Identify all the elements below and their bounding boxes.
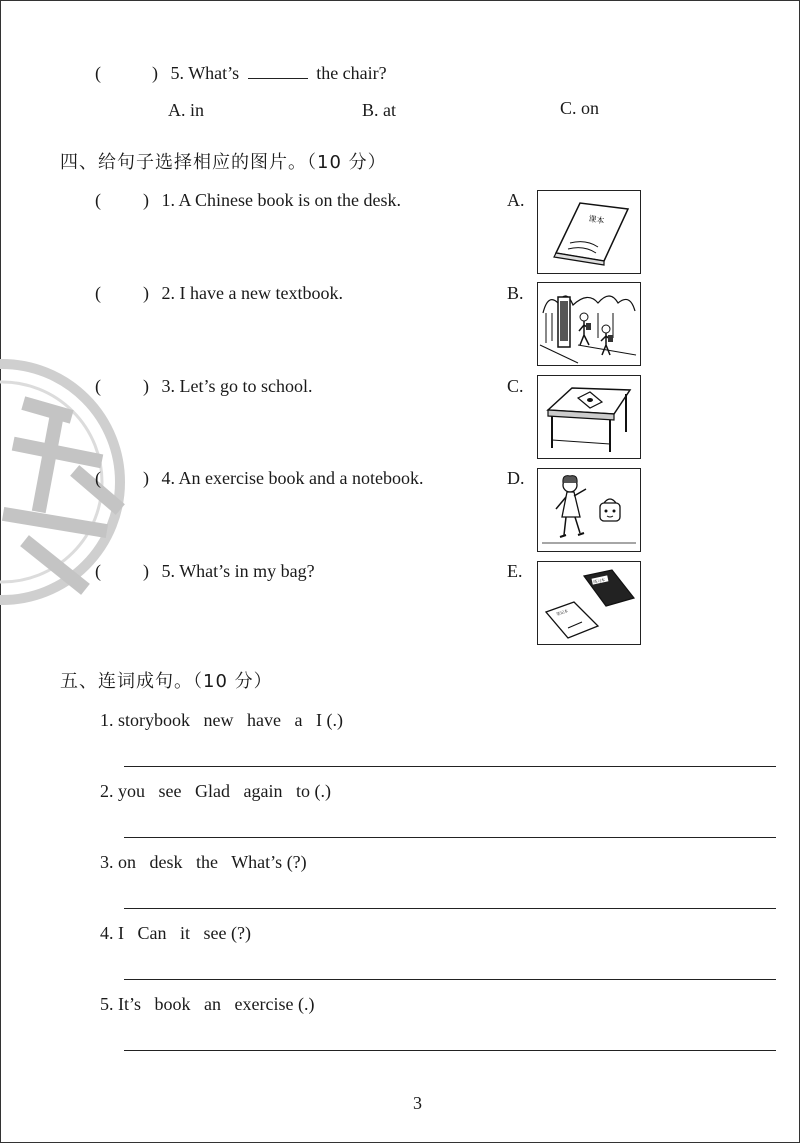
item-number: 4. (100, 923, 114, 943)
two-books-icon (537, 561, 641, 645)
notebook-title: 笔记本 (555, 608, 569, 617)
question-text-before: What’s (188, 63, 240, 83)
question-text: Let’s go to school. (179, 376, 313, 396)
paren-open: ( (95, 561, 101, 581)
question-number: 5. (170, 63, 184, 83)
question-text: I have a new textbook. (179, 283, 343, 303)
word: the (196, 852, 218, 872)
paren-close: ) (152, 63, 158, 83)
picture-label-c: C. (507, 376, 524, 396)
paren-close: ) (143, 376, 149, 396)
s5-item-3 (100, 852, 307, 873)
word: storybook (118, 710, 190, 730)
word: a (294, 710, 303, 730)
s5-item-2 (100, 781, 331, 802)
paren-close: ) (143, 283, 149, 303)
paren-close: ) (143, 468, 149, 488)
section4-heading: 四、给句子选择相应的图片。（10 分） (60, 152, 387, 173)
picture-label-d: D. (507, 468, 525, 488)
word: on (118, 852, 136, 872)
word: see (158, 781, 182, 801)
word: new (203, 710, 234, 730)
paren-open: ( (95, 468, 101, 488)
word: I (315, 710, 322, 730)
paren-close: ) (143, 190, 149, 210)
s5-item-4 (100, 923, 251, 944)
punctuation: (?) (231, 923, 251, 943)
s5-item-5 (100, 994, 314, 1015)
punctuation: (.) (326, 710, 343, 730)
picture-label-e: E. (507, 561, 523, 581)
question-text: What’s in my bag? (179, 561, 315, 581)
punctuation: (.) (314, 781, 331, 801)
word: It’s (118, 994, 142, 1014)
word: I (118, 923, 124, 943)
paren-open: ( (95, 376, 101, 396)
option-a: A. in (168, 100, 204, 120)
word: desk (149, 852, 183, 872)
word: see (203, 923, 227, 943)
item-number: 2. (100, 781, 114, 801)
textbook-icon (537, 190, 641, 274)
s4-question-3 (95, 376, 313, 397)
item-number: 5. (100, 994, 114, 1014)
word: again (243, 781, 283, 801)
answer-line-3[interactable] (124, 908, 776, 909)
girl-with-bag-icon (537, 468, 641, 552)
section5-heading: 五、连词成句。（10 分） (60, 671, 273, 692)
option-b: B. at (362, 100, 396, 120)
paren-open: ( (95, 283, 101, 303)
question-number: 3. (161, 376, 175, 396)
page-number: 3 (413, 1093, 422, 1113)
word: What’s (231, 852, 283, 872)
punctuation: (?) (286, 852, 307, 872)
word: it (180, 923, 191, 943)
answer-line-2[interactable] (124, 837, 776, 838)
s4-question-5 (95, 561, 315, 582)
textbook-title: 课本 (587, 214, 605, 226)
word: book (154, 994, 191, 1014)
desk-with-book-icon (537, 375, 641, 459)
s4-question-4 (95, 468, 423, 489)
question-text-after: the chair? (316, 63, 387, 83)
paren-open: ( (95, 63, 101, 83)
word: Can (137, 923, 167, 943)
answer-line-5[interactable] (124, 1050, 776, 1051)
word: Glad (194, 781, 230, 801)
question-number: 1. (161, 190, 175, 210)
fill-blank[interactable] (248, 64, 308, 79)
option-c: C. on (560, 98, 600, 118)
word: you (118, 781, 145, 801)
question-number: 2. (161, 283, 175, 303)
question-text: An exercise book and a notebook. (178, 468, 424, 488)
paren-open: ( (95, 190, 101, 210)
question-number: 5. (161, 561, 175, 581)
picture-label-a: A. (507, 190, 525, 210)
item-number: 1. (100, 710, 114, 730)
s4-question-2 (95, 283, 343, 304)
answer-line-1[interactable] (124, 766, 776, 767)
s4-question-1 (95, 190, 401, 211)
s3-q5-row (95, 63, 387, 84)
exercise-book-title: 练习本 (592, 577, 606, 585)
picture-label-b: B. (507, 283, 524, 303)
question-text: A Chinese book is on the desk. (178, 190, 402, 210)
school-gate-icon (537, 282, 641, 366)
word: to (295, 781, 310, 801)
item-number: 3. (100, 852, 114, 872)
punctuation: (.) (297, 994, 315, 1014)
question-number: 4. (161, 468, 175, 488)
word: have (247, 710, 281, 730)
answer-line-4[interactable] (124, 979, 776, 980)
s5-item-1 (100, 710, 343, 731)
paren-close: ) (143, 561, 149, 581)
word: exercise (234, 994, 294, 1014)
word: an (204, 994, 222, 1014)
